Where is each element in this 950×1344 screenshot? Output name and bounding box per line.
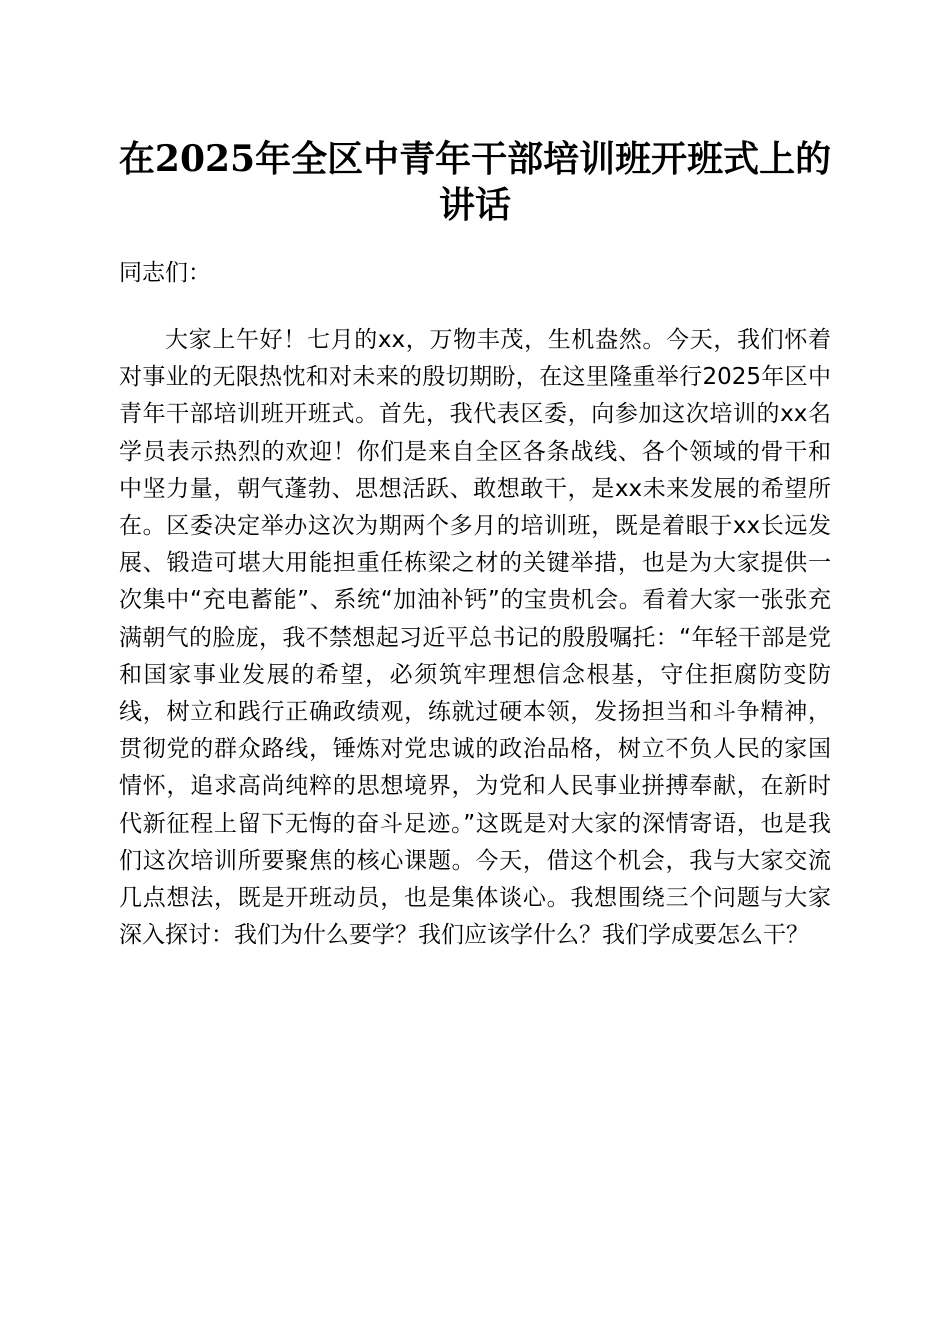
document-title: 在2025年全区中青年干部培训班开班式上的讲话 (118, 138, 832, 226)
body-paragraph: 大家上午好！七月的xx，万物丰茂，生机盎然。今天，我们怀着对事业的无限热忱和对未来的殷切期盼，在这里隆重举行2025年区中青年干部培训班开班式。首先，我代表区委，向参加这次培训的xx名学员表示热烈的欢迎！你们是来自全区各条战线、各个领域的骨干和中坚力量，朝气蓬勃、思想活跃、敢想敢干，是xx未来发展的希望所在。区委决定举办这次为期两个多月的培训班，既是着眼于xx长远发展、锻造可堪大用能担重任栋梁之材的关键举措，也是为大家提供一次集中“充电蓄能”、系统“加油补钙”的宝贵机会。看着大家一张张充满朝气的脸庞，我不禁想起习近平总书记的殷殷嘱托：“年轻干部是党和国家事业发展的希望，必须筑牢理想信念根基，守住拒腐防变防线，树立和践行正确政绩观，练就过硬本领，发扬担当和斗争精神，贯彻党的群众路线，锤炼对党忠诚的政治品格，树立不负人民的家国情怀，追求高尚纯粹的思想境界，为党和人民事业拼搏奉献，在新时代新征程上留下无悔的奋斗足迹。”这既是对大家的深情寄语，也是我们这次培训所要聚焦的核心课题。今天，借这个机会，我与大家交流几点想法，既是开班动员，也是集体谈心。我想围绕三个问题与大家深入探讨：我们为什么要学？我们应该学什么？我们学成要怎么干？ (119, 327, 831, 949)
salutation: 同志们： (119, 260, 211, 286)
